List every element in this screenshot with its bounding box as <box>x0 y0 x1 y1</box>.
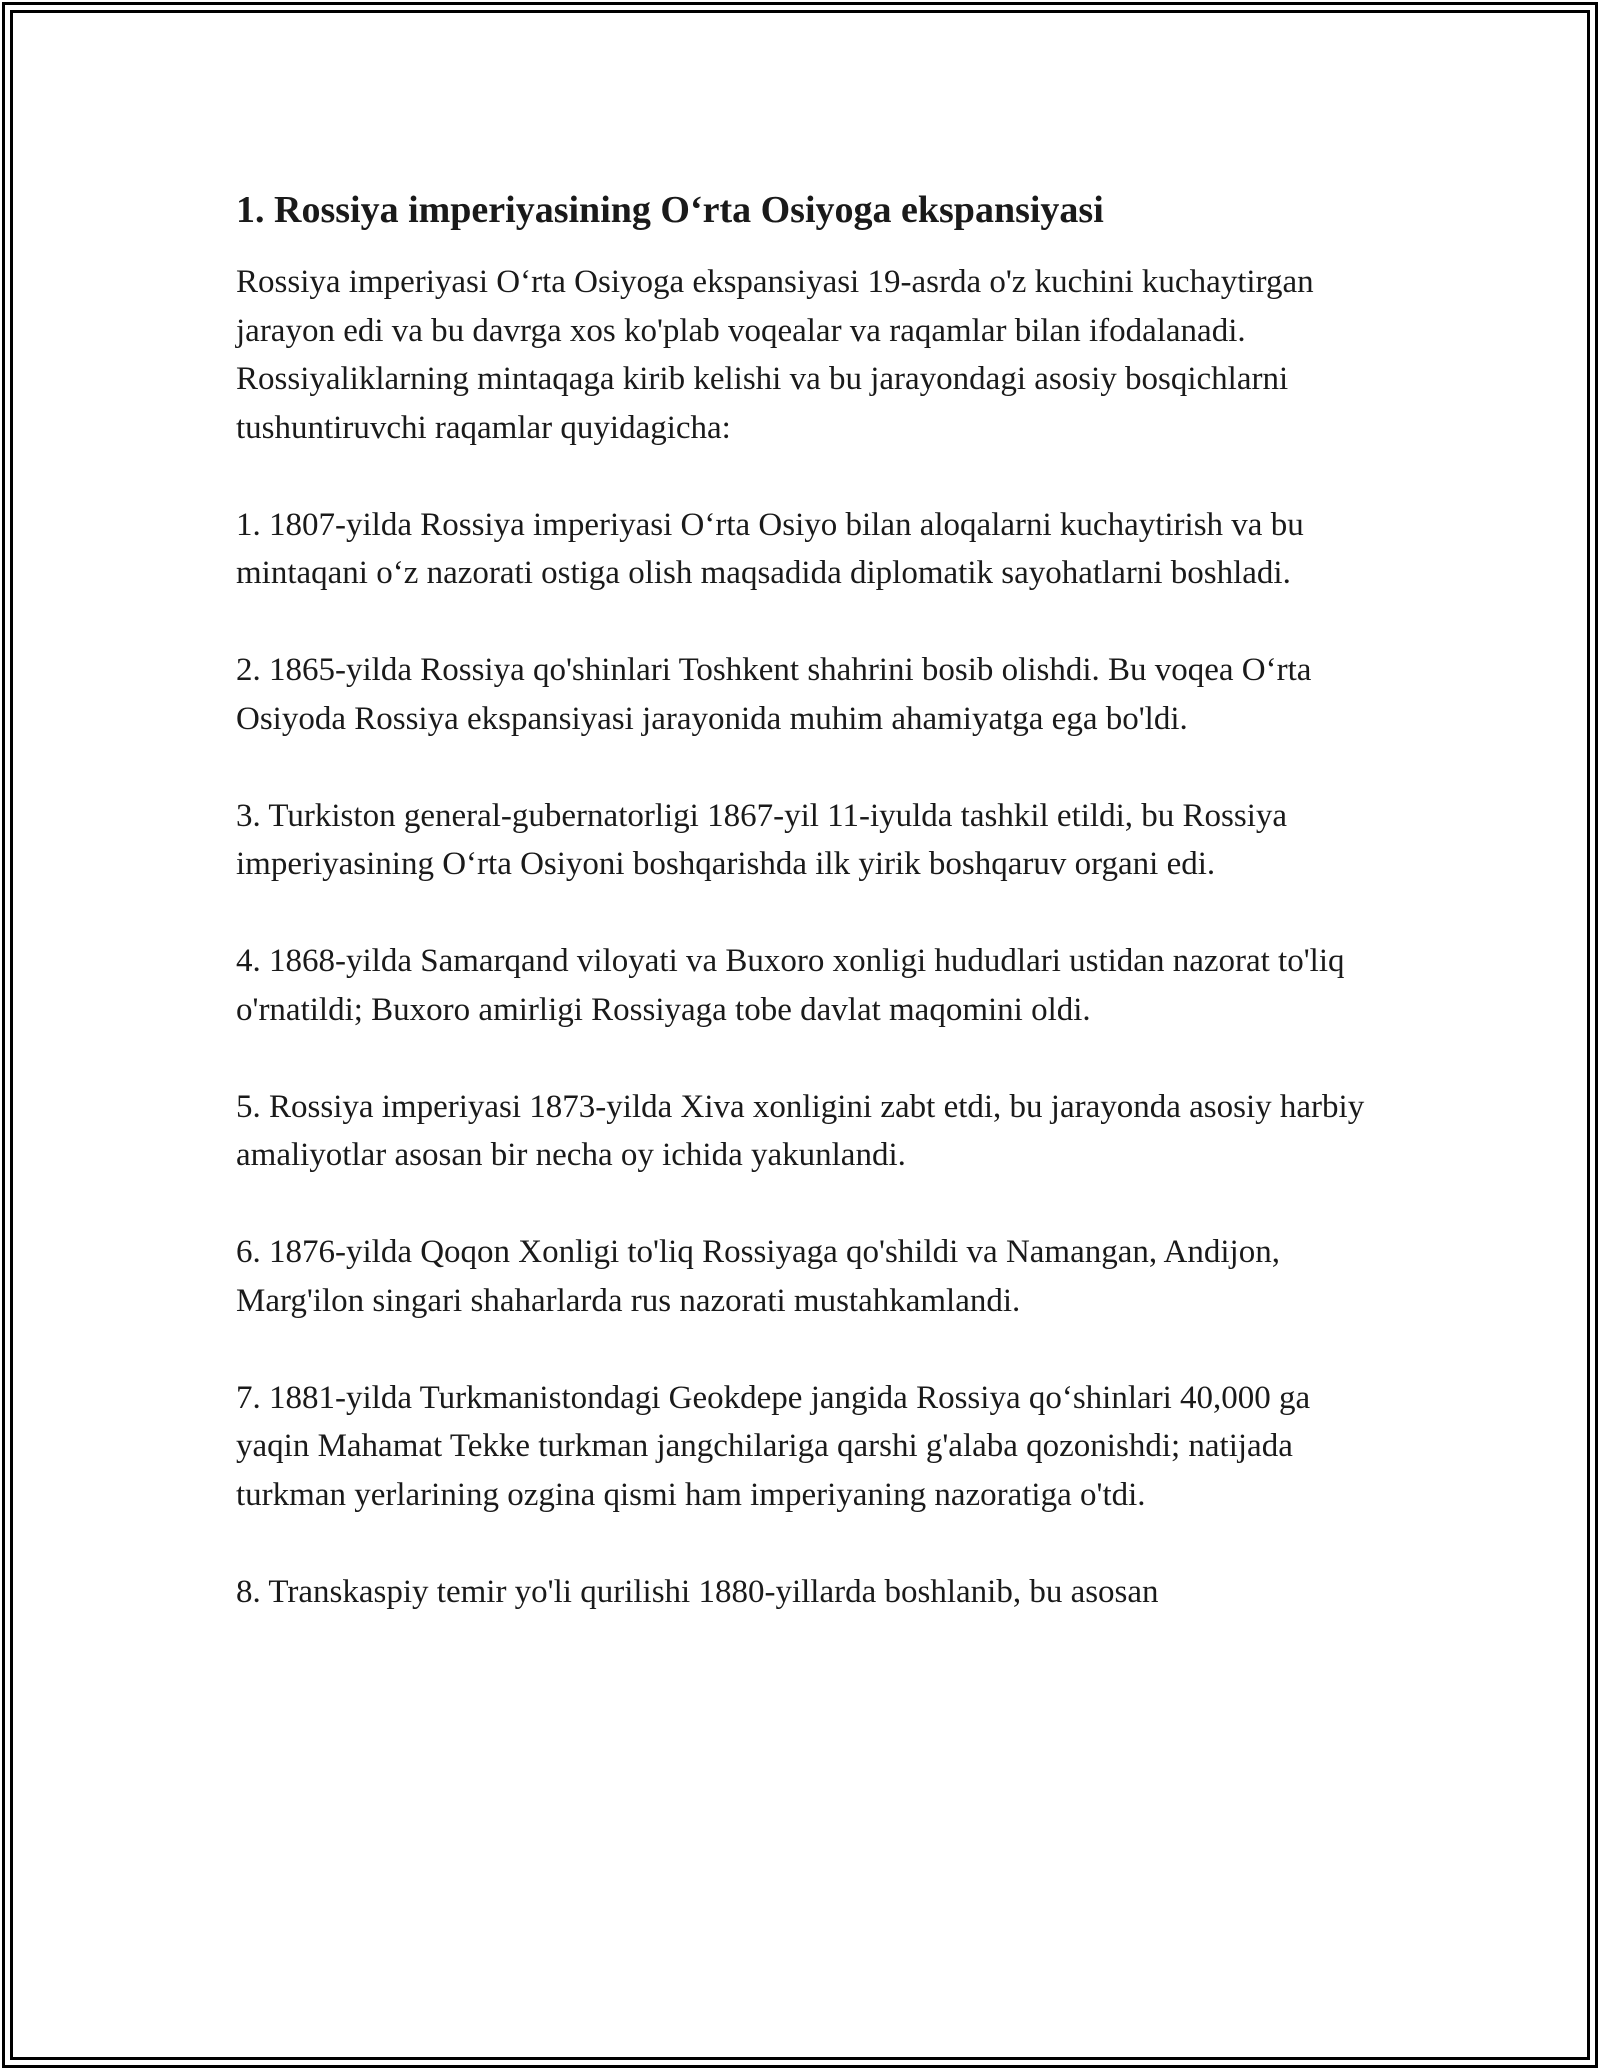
list-item: 4. 1868-yilda Samarqand viloyati va Buxoro xonligi hududlari ustidan nazorat to'liq o'rnatildi; Buxoro amirligi Rossiyaga tobe davlat maqomini oldi. <box>236 943 1345 1028</box>
document-body <box>236 186 1366 1665</box>
intro-paragraph: Rossiya imperiyasi O‘rta Osiyoga ekspansiyasi 19-asrda o'z kuchini kuchaytirgan jarayon edi va bu davrga xos ko'plab voqealar va raqamlar bilan ifodalanadi. Rossiyaliklarning mintaqaga kirib kelishi va bu jarayondagi asosiy bosqichlarni tushuntiruvchi raqamlar quyidagicha: <box>236 264 1314 446</box>
list-item: 1. 1807-yilda Rossiya imperiyasi O‘rta Osiyo bilan aloqalarni kuchaytirish va bu mintaqani o‘z nazorati ostiga olish maqsadida diplomatik sayohatlarni boshladi. <box>236 506 1304 591</box>
section-heading: 1. Rossiya imperiyasining O‘rta Osiyoga ekspansiyasi <box>236 189 1104 231</box>
list-item: 5. Rossiya imperiyasi 1873-yilda Xiva xonligini zabt etdi, bu jarayonda asosiy harbiy amaliyotlar asosan bir necha oy ichida yakunlandi. <box>236 1088 1365 1173</box>
list-item: 6. 1876-yilda Qoqon Xonligi to'liq Rossiyaga qo'shildi va Namangan, Andijon, Marg'ilon singari shaharlarda rus nazorati mustahkamlandi. <box>236 1234 1280 1319</box>
list-item: 7. 1881-yilda Turkmanistondagi Geokdepe jangida Rossiya qo‘shinlari 40,000 ga yaqin Mahamat Tekke turkman jangchilariga qarshi g'alaba qozonishdi; natijada turkman yerlarining ozgina qismi ham imperiyaning nazoratiga o'tdi. <box>236 1379 1311 1513</box>
list-item: 2. 1865-yilda Rossiya qo'shinlari Toshkent shahrini bosib olishdi. Bu voqea O‘rta Osiyoda Rossiya ekspansiyasi jarayonida muhim ahamiyatga ega bo'ldi. <box>236 652 1312 737</box>
list-item: 8. Transkaspiy temir yo'li qurilishi 1880-yillarda boshlanib, bu asosan <box>236 1573 1159 1610</box>
list-item: 3. Turkiston general-gubernatorligi 1867-yil 11-iyulda tashkil etildi, bu Rossiya imperiyasining O‘rta Osiyoni boshqarishda ilk yirik boshqaruv organi edi. <box>236 797 1288 882</box>
